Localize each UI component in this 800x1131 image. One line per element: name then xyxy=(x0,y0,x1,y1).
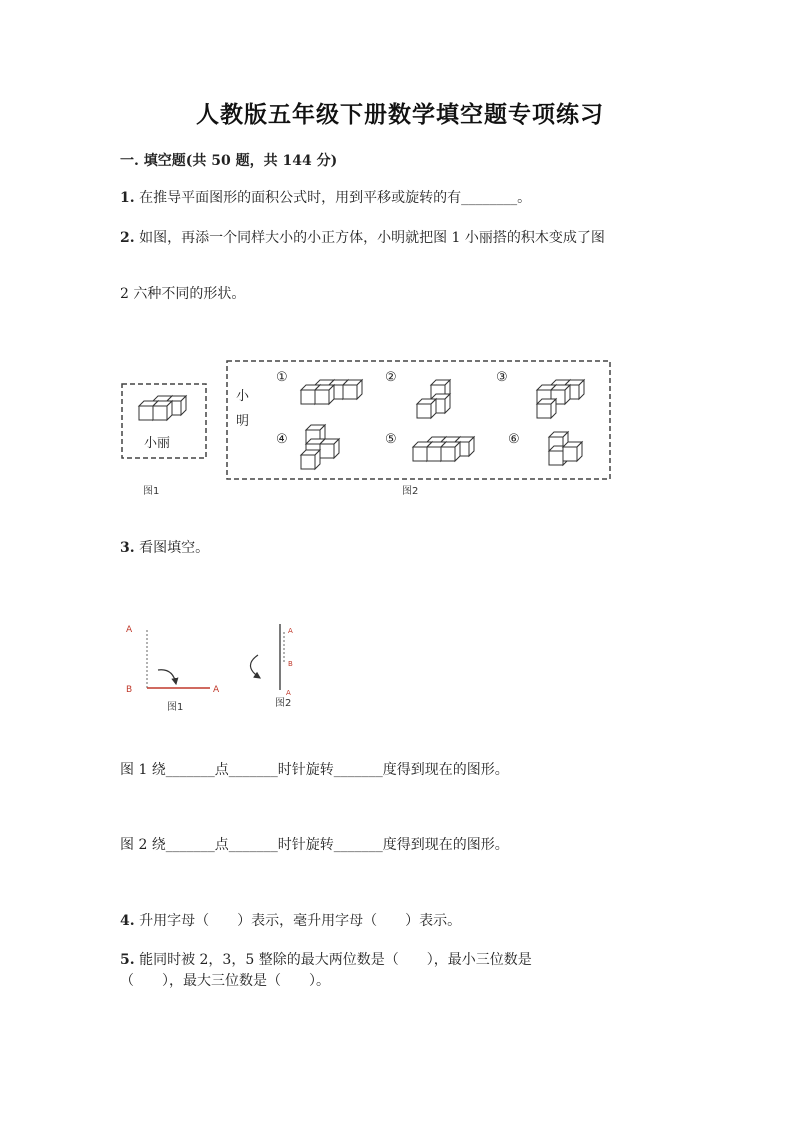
marker-3: ③ xyxy=(496,370,508,385)
point-label-B: B xyxy=(126,685,133,695)
figure-1-caption: 图1 xyxy=(143,486,160,497)
shape-2 xyxy=(417,380,450,418)
marker-6: ⑥ xyxy=(508,432,520,447)
figure-1-name: 小丽 xyxy=(144,436,171,451)
figure-2-caption: 图2 xyxy=(402,486,419,497)
page-title: 人教版五年级下册数学填空题专项练习 xyxy=(196,101,604,128)
question-number: 1. xyxy=(120,190,135,206)
figure-1-cubes xyxy=(139,396,186,420)
marker-5: ⑤ xyxy=(385,432,397,447)
point-label-A: A xyxy=(213,685,220,695)
marker-1: ① xyxy=(276,370,288,385)
question-number: 4. xyxy=(120,913,135,929)
question-text: 在推导平面图形的面积公式时，用到平移或旋转的有________。 xyxy=(139,190,532,206)
shape-6 xyxy=(549,432,582,465)
figure-2-caption: 图2 xyxy=(275,698,292,709)
point-label-B: B xyxy=(288,660,293,668)
question-text: 升用字母（ ）表示，毫升用字母（ ）表示。 xyxy=(139,913,462,929)
question-text: 看图填空。 xyxy=(139,540,210,556)
figure-2-side-text: 小 xyxy=(236,389,250,404)
question-5-line-2: （ ），最大三位数是（ ）。 xyxy=(120,973,330,989)
rotation-arrow xyxy=(158,670,176,684)
point-label-A: A xyxy=(288,627,293,635)
rotation-figure xyxy=(118,618,318,718)
question-3 xyxy=(120,538,209,558)
cube-figure xyxy=(115,355,620,505)
marker-4: ④ xyxy=(276,432,288,447)
shape-3 xyxy=(537,380,584,418)
question-2 xyxy=(120,228,605,248)
question-1 xyxy=(120,188,531,208)
question-4 xyxy=(120,911,461,931)
point-label-A: A xyxy=(126,625,133,635)
question-text-line-1: 如图，再添一个同样大小的小正方体，小明就把图 1 小丽搭的积木变成了图 xyxy=(139,230,605,246)
question-2-line-2: 2 六种不同的形状。 xyxy=(120,286,246,302)
question-number: 3. xyxy=(120,540,135,556)
point-label-A: A xyxy=(286,689,291,697)
marker-2: ② xyxy=(385,370,397,385)
question-3-line-1: 图 1 绕_______点_______时针旋转_______度得到现在的图形。 xyxy=(120,762,509,778)
question-text-line-1: 能同时被 2，3，5 整除的最大两位数是（ ），最小三位数是 xyxy=(139,952,532,968)
shape-1 xyxy=(301,380,362,404)
question-3-line-2: 图 2 绕_______点_______时针旋转_______度得到现在的图形。 xyxy=(120,837,509,853)
figure-1-caption: 图1 xyxy=(167,702,184,713)
shape-5 xyxy=(413,437,474,461)
rotation-arrow xyxy=(250,655,260,678)
question-number: 2. xyxy=(120,230,135,246)
section-heading: 一. 填空题(共 50 题，共 144 分) xyxy=(120,153,338,169)
question-5 xyxy=(120,950,532,970)
shape-4 xyxy=(301,425,339,469)
question-number: 5. xyxy=(120,952,135,968)
figure-2-side-text: 明 xyxy=(236,414,250,429)
